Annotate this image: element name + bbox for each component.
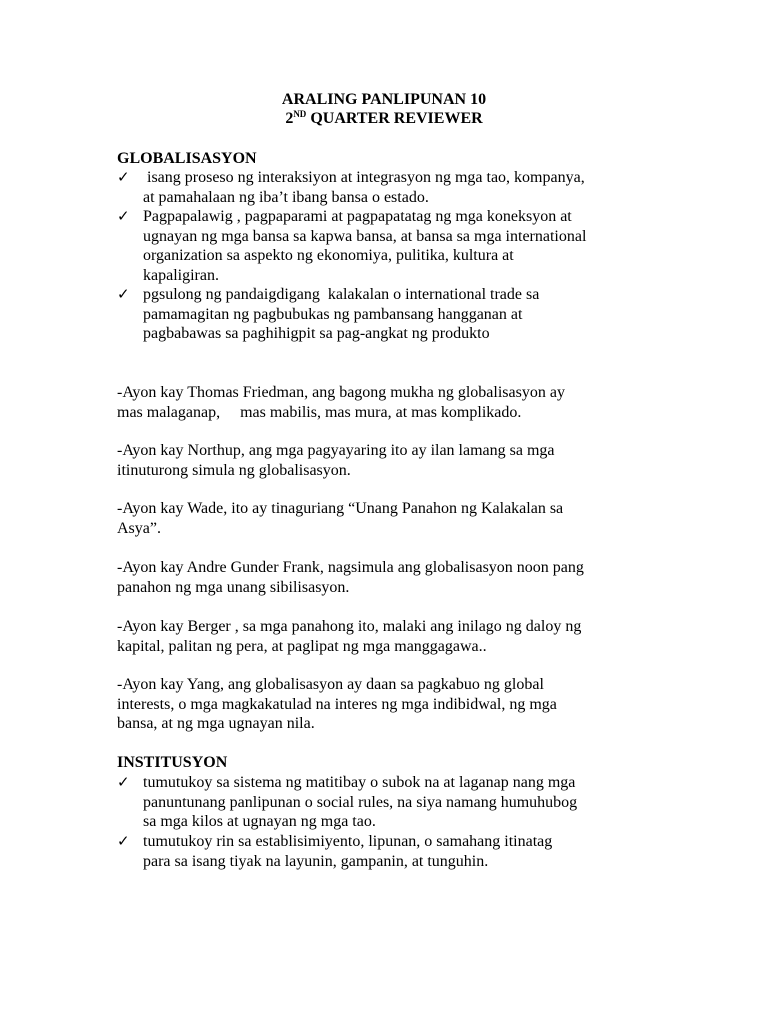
bullet-text xyxy=(143,832,657,871)
subtitle-rest: QUARTER REVIEWER xyxy=(306,110,483,127)
bullet-text-content: tumutukoy sa sistema ng matitibay o subok na at laganap nang mga panuntunang panlipunan o social rules, na siya namang humuhubog sa mga kilos at ugnayan ng mga tao. xyxy=(143,774,578,830)
bullet-text: isang proseso ng interaksiyon at integrasyon ng mga tao, kompanya, at pamahalaan ng iba’t ibang bansa o estado. xyxy=(143,169,585,206)
bullet-item-3 xyxy=(117,285,657,344)
bullet-text: Pagpapalawig , pagpaparami at pagpapatatag ng mga koneksyon at ugnayan ng mga bansa sa kapwa bansa, at bansa sa mga international organization sa aspekto ng ekonomiya, pulitika, kultura at kapaligiran. xyxy=(143,208,587,284)
checkmark-icon: ✓ xyxy=(117,285,130,303)
paragraph-friedman: -Ayon kay Thomas Friedman, ang bagong mukha ng globalisasyon ay mas malaganap, mas mabilis, mas mura, at mas komplikado. xyxy=(117,384,565,421)
checkmark-icon: ✓ xyxy=(117,773,130,791)
checkmark-icon: ✓ xyxy=(117,207,130,225)
bullet-text-content: tumutukoy rin sa establisimiyento, lipunan, o samahang itinatag para sa isang tiyak na layunin, gampanin, at tunguhin. xyxy=(143,833,553,870)
section-heading-institusyon: INSTITUSYON xyxy=(117,754,228,771)
document-subtitle xyxy=(0,109,768,128)
subtitle-ordinal-suffix: ND xyxy=(293,109,307,119)
title-line-1: ARALING PANLIPUNAN 10 xyxy=(281,91,487,108)
bullet-item-5 xyxy=(117,832,657,871)
paragraph-berger: -Ayon kay Berger , sa mga panahong ito, malaki ang inilago ng daloy ng kapital, palitan ng pera, at paglipat ng mga manggagawa.. xyxy=(117,618,582,655)
bullet-text: pgsulong ng pandaigdigang kalakalan o international trade sa pamamagitan ng pagbubukas ng pambansang hangganan at pagbabawas sa paghihigpit sa pag-angkat ng produkto xyxy=(143,286,540,342)
subtitle-number: 2 xyxy=(285,110,294,127)
paragraph-frank: -Ayon kay Andre Gunder Frank, nagsimula ang globalisasyon noon pang panahon ng mga unang sibilisasyon. xyxy=(117,559,584,596)
bullet-text xyxy=(143,773,657,832)
paragraph-northup: -Ayon kay Northup, ang mga pagyayaring ito ay ilan lamang sa mga itinuturong simula ng globalisasyon. xyxy=(117,442,555,479)
bullet-item-4 xyxy=(117,773,657,832)
bullet-item-1 xyxy=(117,168,657,207)
checkmark-icon: ✓ xyxy=(117,168,130,186)
paragraph-wade: -Ayon kay Wade, ito ay tinaguriang “Unang Panahon ng Kalakalan sa Asya”. xyxy=(117,500,564,537)
paragraph-yang: -Ayon kay Yang, ang globalisasyon ay daan sa pagkabuo ng global interests, o mga magkakatulad na interes ng mga indibidwal, ng mga bansa, at ng mga ugnayan nila. xyxy=(117,676,557,732)
section-heading-globalisasyon: GLOBALISASYON xyxy=(117,150,257,167)
document-title xyxy=(0,90,768,109)
checkmark-icon: ✓ xyxy=(117,832,130,850)
bullet-item-2 xyxy=(117,207,657,285)
